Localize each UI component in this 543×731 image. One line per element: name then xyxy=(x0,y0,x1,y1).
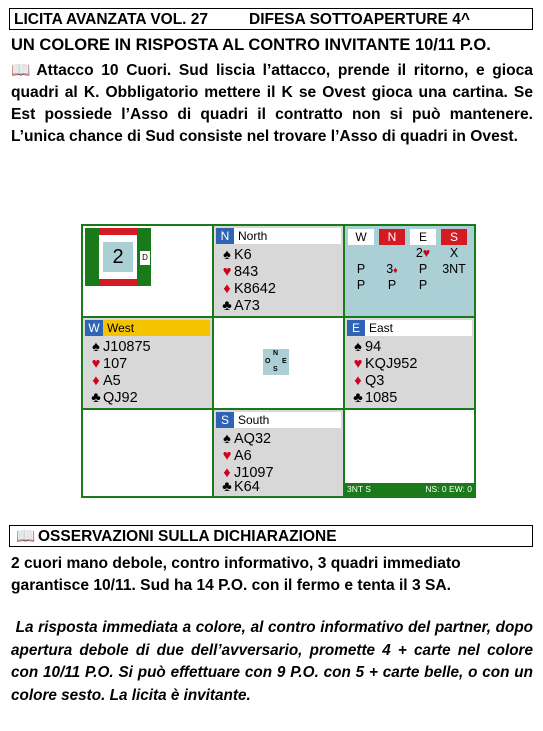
club-icon: ♣ xyxy=(222,298,232,314)
observations-paragraph-2: La risposta immediata a colore, al contro informativo del partner, dopo apertura debole di due dell’avversario, promette 4 + carte nel colore con 10/11 P.O. Si può effettuare con 9 P.O. con 5 + carte belle, o con un colore sesto. La licita è invitante. xyxy=(11,619,534,704)
west-diamonds: ♦ A5 xyxy=(89,373,121,390)
heart-icon: ♥ xyxy=(422,246,431,260)
bid-header-e: E xyxy=(410,229,436,245)
diamond-icon: ♦ xyxy=(393,265,398,275)
result-cell xyxy=(345,410,474,496)
south-hand xyxy=(214,410,343,496)
bid-w-2: P xyxy=(356,262,366,276)
chapter-title: DIFESA SOTTOAPERTURE 4^ xyxy=(249,11,470,28)
bid-s-1: X xyxy=(449,246,459,260)
north-seat-tag: N xyxy=(216,228,234,244)
south-name: South xyxy=(234,412,341,428)
compass-n: N xyxy=(273,350,279,357)
intro-text: Attacco 10 Cuori. Sud liscia l’attacco, prende il ritorno, e gioca quadri al K. Obbligatorio mettere il K se Ovest gioca una cartina. Se Est possiede l’Asso di quadri il contratto non si può mantenere. L’unica chance di Sud consiste nel trovare l’Asso di quadri in Ovest. xyxy=(11,62,533,145)
south-spades: ♠ AQ32 xyxy=(220,431,271,448)
bid-header-w: W xyxy=(348,229,374,245)
north-hearts: ♥ 843 xyxy=(220,264,258,281)
book-icon: 📖 xyxy=(16,528,36,545)
diamond-icon: ♦ xyxy=(223,281,231,297)
east-hand xyxy=(345,318,474,408)
north-hand xyxy=(214,226,343,316)
observations-paragraph-1: 2 cuori mano debole, contro informativo, 3 quadri immediato garantisce 10/11. Sud ha 14 P.O. con il fermo e tenta il 3 SA. xyxy=(11,555,461,594)
east-seat-tag: E xyxy=(347,320,365,336)
north-name: North xyxy=(234,228,341,244)
diamond-icon: ♦ xyxy=(223,465,231,481)
spade-icon: ♠ xyxy=(354,339,362,355)
west-spades: ♠ J10875 xyxy=(89,339,151,356)
bid-header-s: S xyxy=(441,229,467,245)
east-name: East xyxy=(365,320,472,336)
bid-n-3: P xyxy=(387,278,397,292)
west-hearts: ♥ 107 xyxy=(89,356,127,373)
club-icon: ♣ xyxy=(91,390,101,406)
heart-icon: ♥ xyxy=(222,264,232,280)
observations-title: OSSERVAZIONI SULLA DICHIARAZIONE xyxy=(38,528,337,545)
east-spades: ♠ 94 xyxy=(351,339,381,356)
bid-e-3: P xyxy=(418,278,428,292)
diamond-icon: ♦ xyxy=(354,373,362,389)
compass-w: O xyxy=(265,358,271,365)
board-number-cell xyxy=(83,226,212,316)
club-icon: ♣ xyxy=(222,479,232,495)
bridge-board xyxy=(81,224,476,498)
west-hand xyxy=(83,318,212,408)
compass-e: E xyxy=(282,358,287,365)
south-hearts: ♥ A6 xyxy=(220,448,252,465)
spade-icon: ♠ xyxy=(223,431,231,447)
west-clubs: ♣ QJ92 xyxy=(89,390,138,407)
subtitle: UN COLORE IN RISPOSTA AL CONTRO INVITANTE 10/11 P.O. xyxy=(11,36,491,54)
board-tray xyxy=(85,228,151,286)
bid-w-3: P xyxy=(356,278,366,292)
dealer-marker: D xyxy=(140,251,150,265)
heart-icon: ♥ xyxy=(91,356,101,372)
south-seat-tag: S xyxy=(216,412,234,428)
heart-icon: ♥ xyxy=(222,448,232,464)
empty-cell xyxy=(83,410,212,496)
compass xyxy=(263,349,289,375)
south-clubs: ♣ K64 xyxy=(220,479,260,496)
bid-header-n: N xyxy=(379,229,405,245)
spade-icon: ♠ xyxy=(92,339,100,355)
page-header xyxy=(9,8,533,30)
spade-icon: ♠ xyxy=(223,247,231,263)
book-title: LICITA AVANZATA VOL. 27 xyxy=(14,11,209,28)
east-clubs: ♣ 1085 xyxy=(351,390,397,407)
intro-paragraph xyxy=(11,60,533,148)
east-hearts: ♥ KQJ952 xyxy=(351,356,417,373)
book-icon: 📖 xyxy=(11,62,31,79)
bid-n-2: 3♦ xyxy=(386,262,398,276)
bidding-box xyxy=(345,226,474,316)
north-clubs: ♣ A73 xyxy=(220,298,260,315)
board-number: 2 xyxy=(103,242,133,272)
west-name: West xyxy=(103,320,210,336)
bid-e-1: 2♥ xyxy=(415,246,431,260)
west-seat-tag: W xyxy=(85,320,103,336)
bid-e-2: P xyxy=(418,262,428,276)
score-label: NS: 0 EW: 0 xyxy=(425,484,472,494)
club-icon: ♣ xyxy=(353,390,363,406)
compass-s: S xyxy=(273,366,278,373)
heart-icon: ♥ xyxy=(353,356,363,372)
observations-header xyxy=(9,525,533,547)
bid-s-2: 3NT xyxy=(442,262,466,276)
diamond-icon: ♦ xyxy=(92,373,100,389)
contract-label: 3NT S xyxy=(347,484,371,494)
north-diamonds: ♦ K8642 xyxy=(220,281,276,298)
east-diamonds: ♦ Q3 xyxy=(351,373,384,390)
south-diamonds: ♦ J1097 xyxy=(220,465,274,482)
north-spades: ♠ K6 xyxy=(220,247,252,264)
table-center xyxy=(214,318,343,408)
